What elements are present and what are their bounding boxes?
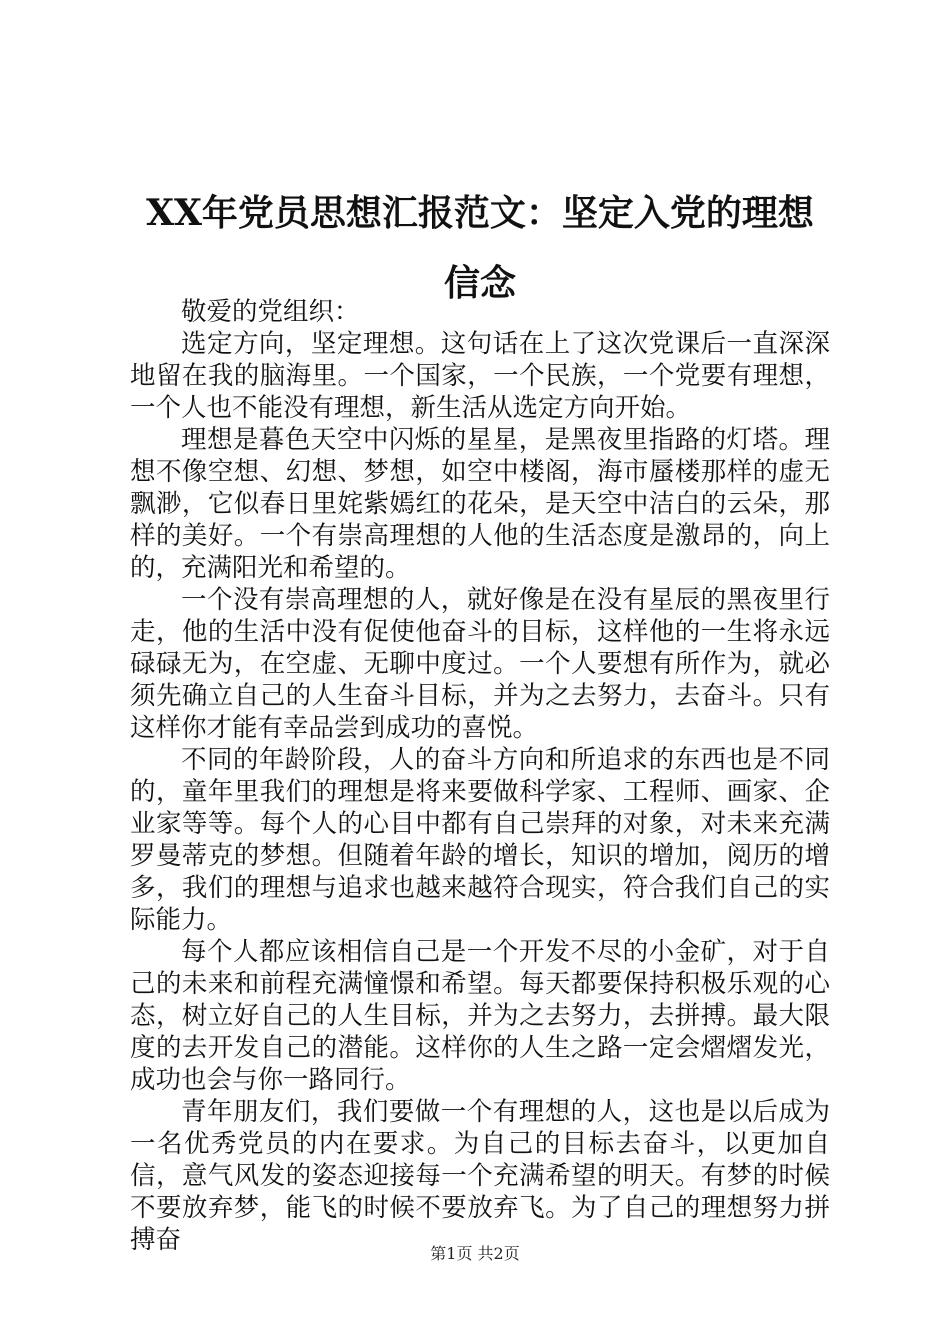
- page-footer: 第1页 共2页: [430, 1244, 520, 1263]
- paragraph: 青年朋友们，我们要做一个有理想的人，这也是以后成为一名优秀党员的内在要求。为自己的目标去奋斗，以更加自信，意气风发的姿态迎接每一个充满希望的明天。有梦的时候不要放弃梦，能飞的时候不要放弃飞。为了自己的理想努力拼搏奋: [130, 1097, 830, 1255]
- document-body: [130, 296, 830, 1256]
- salutation: 敬爱的党组织：: [181, 297, 360, 327]
- document-title: XX年党员思想汇报范文：坚定入党的理想信念: [146, 192, 814, 304]
- paragraph: 不同的年龄阶段，人的奋斗方向和所追求的东西也是不同的，童年里我们的理想是将来要做科学家、工程师、画家、企业家等等。每个人的心目中都有自己崇拜的对象，对未来充满罗曼蒂克的梦想。但随着年龄的增长，知识的增加，阅历的增多，我们的理想与追求也越来越符合现实，符合我们自己的实际能力。: [130, 745, 830, 935]
- paragraph: 每个人都应该相信自己是一个开发不尽的小金矿，对于自己的未来和前程充满憧憬和希望。每天都要保持积极乐观的心态，树立好自己的人生目标，并为之去努力，去拼搏。最大限度的去开发自己的潜能。这样你的人生之路一定会熠熠发光，成功也会与你一路同行。: [130, 937, 830, 1095]
- paragraph: 理想是暮色天空中闪烁的星星，是黑夜里指路的灯塔。理想不像空想、幻想、梦想，如空中楼阁，海市蜃楼那样的虚无飘渺，它似春日里姹紫嫣红的花朵，是天空中洁白的云朵，那样的美好。一个有崇高理想的人他的生活态度是激昂的，向上的，充满阳光和希望的。: [130, 425, 830, 583]
- paragraph: 一个没有崇高理想的人，就好像是在没有星辰的黑夜里行走，他的生活中没有促使他奋斗的目标，这样他的一生将永远碌碌无为，在空虚、无聊中度过。一个人要想有所作为，就必须先确立自己的人生奋斗目标，并为之去努力，去奋斗。只有这样你才能有幸品尝到成功的喜悦。: [130, 585, 830, 743]
- paragraph: 选定方向，坚定理想。这句话在上了这次党课后一直深深地留在我的脑海里。一个国家，一个民族，一个党要有理想，一个人也不能没有理想，新生活从选定方向开始。: [130, 329, 830, 423]
